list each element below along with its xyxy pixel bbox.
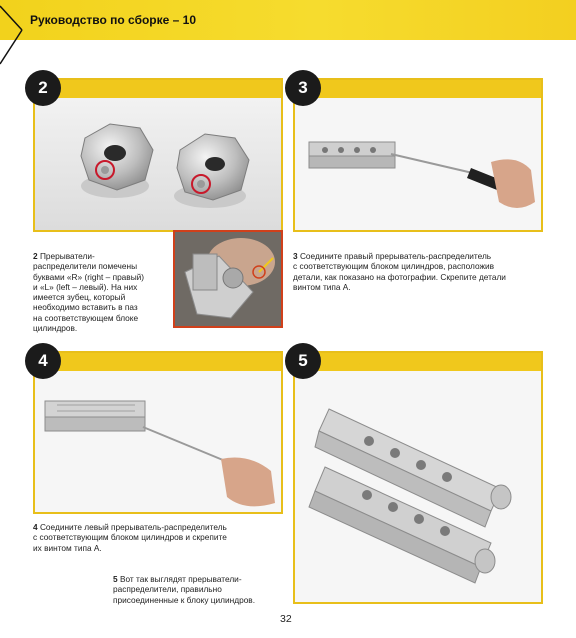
step-3-panel bbox=[293, 78, 543, 232]
corner-decoration bbox=[0, 0, 40, 80]
step-2-panel bbox=[33, 78, 283, 232]
step-5-photo bbox=[295, 371, 541, 602]
step-5-panel bbox=[293, 351, 543, 604]
step-3-caption: 3 Соедините правый прерыватель-распределитель с соответствующим блоком цилиндров, расположив детали, как показано на фотографии. Скрепите детали винтом типа А. bbox=[293, 251, 506, 292]
step-4-caption: 4 Соедините левый прерыватель-распределитель с соответствующим блоком цилиндров и скрепите их винтом типа А. bbox=[33, 522, 227, 553]
step-3-badge: 3 bbox=[285, 70, 321, 106]
page-header bbox=[0, 0, 576, 40]
step-2-badge: 2 bbox=[25, 70, 61, 106]
step-3-photo bbox=[295, 98, 541, 230]
page-number: 32 bbox=[280, 613, 292, 625]
step-4-badge: 4 bbox=[25, 343, 61, 379]
step-5-caption: 5 Вот так выглядят прерыватели- распределители, правильно присоединенные к блоку цилиндров. bbox=[113, 574, 256, 605]
step-4-photo bbox=[35, 371, 281, 512]
step-4-panel bbox=[33, 351, 283, 514]
step-5-badge: 5 bbox=[285, 343, 321, 379]
step-2-inset-photo bbox=[173, 230, 283, 328]
page-title: Руководство по сборке – 10 bbox=[30, 13, 197, 27]
step-2-caption: 2 Прерыватели- распределители помечены буквами «R» (right – правый) и «L» (left – левый). На них имеется зубец, который необходимо вставить в паз на соответствующем блоке цилиндров. bbox=[33, 251, 145, 334]
step-2-photo bbox=[35, 98, 281, 230]
